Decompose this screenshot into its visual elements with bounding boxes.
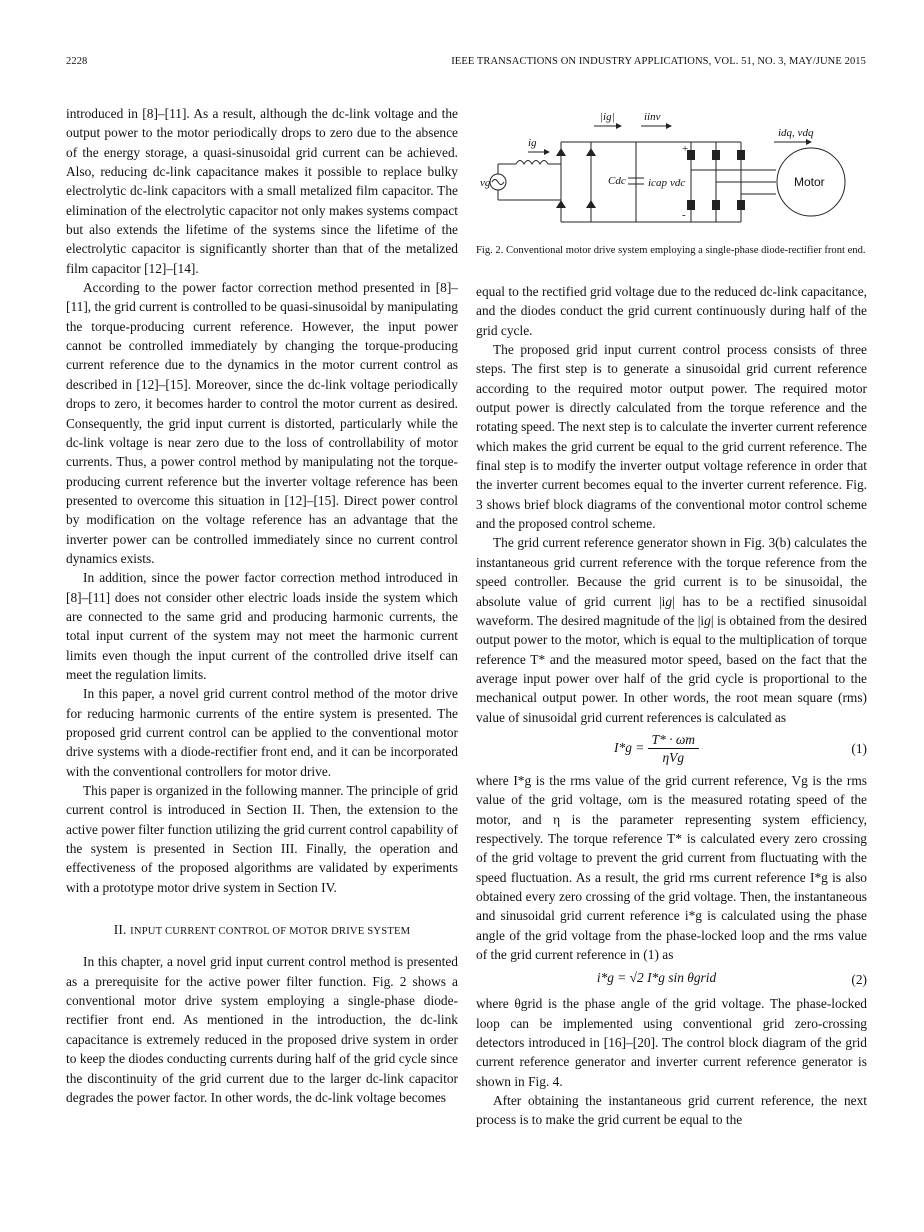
inductor-symbol [516,161,548,165]
arrow-icon [806,139,812,145]
section-heading [66,920,458,941]
switch-icon [712,150,720,160]
eq2-body: i*g = √2 I*g sin θgrid [596,970,717,986]
label-icap: icap [648,177,667,189]
page-number: 2228 [66,56,88,67]
page-header [66,56,866,72]
eq1-fraction [648,731,699,767]
paragraph: where I*g is the rms value of the grid current reference, Vg is the rms value of the grid voltage, ωm is the measured rotating speed of the motor, and η is the parameter representing system efficiency, respectively. The torque reference T* is calculated every zero crossing of the grid voltage to prevent the grid current from fluctuating with the speed fluctuation. As a result, the grid rms current reference I*g is also obtained every zero crossing of the grid voltage. Then, the instantaneous and sinusoidal grid current reference i*g is calculated using the phase angle of the grid voltage from the phase-locked loop and the rms value of the grid current reference in (1) as [476,772,867,962]
figure-2-circuit [476,104,867,254]
eq1-lhs: I*g = [614,739,645,755]
label-cdc: Cdc [608,175,626,187]
arrow-icon [666,123,672,129]
arrow-icon [544,149,550,155]
figure-2-caption: Fig. 2. Conventional motor drive system employing a single-phase diode-rectifier front end. [476,245,866,256]
journal-title: IEEE TRANSACTIONS ON INDUSTRY APPLICATIONS, VOL. 51, NO. 3, MAY/JUNE 2015 [451,56,866,67]
section-number: II. [113,922,127,938]
eq1-denominator: ηVg [662,749,685,765]
label-vdc: vdc [670,177,686,189]
paragraph: introduced in [8]–[11]. As a result, although the dc-link voltage and the output power to the motor periodically drops to zero due to the absence of the energy storage, a quasi-sinusoidal grid current can be achieved. Also, reducing dc-link capacitance makes it possible to replace bulky electrolytic dc-link capacitors with a small metalized film capacitor. The elimination of the electrolytic capacitor not only makes systems compact but also extends the lifetime of the systems since the lifetime of the electrolytic capacitor is significantly shorter than that of the metalized film capacitor [12]–[14]. [66,106,458,276]
eq1-number: (1) [851,740,867,756]
label-plus: + [682,143,689,155]
right-column [476,282,867,1130]
label-vg: vg [480,177,491,189]
diode-icon [556,200,566,208]
circuit-diagram [476,104,867,254]
paragraph: In this chapter, a novel grid input current control method is presented as a prerequisite for the active power filter function. Fig. 2 shows a conventional motor drive system employing a single-phase diode-rectifier front end. As mentioned in the introduction, the dc-link capacitance is extremely reduced in the proposed drive system in order to keep the diodes conducting currents during half of the grid cycle since the discontinuity of the grid current due to the larger dc-link capacitor degrades the power factor. In other words, the dc-link voltage becomes [66,954,458,1105]
eq2-number: (2) [851,972,867,988]
paragraph: In addition, since the power factor correction method introduced in [8]–[11] does not consider other electric loads inside the system which are connected to the same grid and producing harmonic currents, the total input current of the system may not meet the harmonic current limits even though the input current of the controlled drive itself can meet the regulation limits. [66,570,458,682]
label-ig: ig [528,137,537,149]
arrow-icon [616,123,622,129]
diode-icon [586,200,596,208]
label-motor: Motor [794,175,825,189]
switch-icon [712,200,720,210]
switch-icon [737,150,745,160]
label-minus: - [682,209,686,221]
paragraph: where θgrid is the phase angle of the grid voltage. The phase-locked loop can be implemented using conventional grid zero-crossing detectors introduced in [16]–[20]. The control block diagram of the grid current reference generator and inverter current reference generator is shown in Fig. 4. [476,996,867,1089]
ac-wave-icon [492,180,504,185]
paragraph: After obtaining the instantaneous grid current reference, the next process is to make the grid current be equal to the [476,1093,867,1128]
paragraph: equal to the rectified grid voltage due to the reduced dc-link capacitance, and the diodes conduct the grid current continuously during half of the grid cycle. [476,284,867,338]
equation-2 [476,964,867,994]
equation-1 [476,727,867,771]
paragraph: The grid current reference generator shown in Fig. 3(b) calculates the instantaneous grid current reference with the torque reference from the speed controller. Because the grid current is to be sinusoidal, the absolute value of grid current |ig| has to be a rectified sinusoidal waveform. The desired magnitude of the |ig| is obtained from the desired output power to the motor, which is equal to the multiplication of torque reference T* and the measured motor speed, based on the fact that the average input power over half of the grid cycle is proportional to the mechanical output power. In other words, the root mean square (rms) value of sinusoidal grid current references is calculated as [476,535,867,725]
paragraph: In this paper, a novel grid current control method of the motor drive for reducing harmonic currents of the entire system is presented. The proposed grid current control can be applied to the conventional motor drive systems with a diode-rectifier front end, and it can be incorporated with the conventional controllers for motor drive. [66,686,458,779]
paragraph: According to the power factor correction method presented in [8]–[11], the grid current is controlled to be quasi-sinusoidal by manipulating the torque-producing current reference. However, the input power cannot be controlled immediately by changing the torque-producing current reference due to the dynamics in the motor current control as described in [12]–[15]. Moreover, since the dc-link voltage periodically drops to zero, it becomes harder to control the motor current as desired. Consequently, the grid input current is distorted, particularly while the dc-link voltage is near zero due to the loss of controllability of motor currents. Thus, a power control method by manipulating not the torque-producing current reference but the inverter voltage reference has been presented to overcome this situation in [12]–[15]. Direct power control by modification on the voltage reference has an advantage that the inverter power can be controlled immediately since no current control dynamics exists. [66,280,458,566]
label-idq: idq, vdq [778,127,814,139]
label-iinv: iinv [644,111,661,123]
paragraph: This paper is organized in the following manner. The principle of grid current control is introduced in Section II. Then, the extension to the active power filter function utilizing the grid current control capability of the system is presented in Section III. Finally, the operation and effectiveness of the proposed algorithms are validated by experiments with a prototype motor drive system in Section IV. [66,783,458,895]
paragraph: The proposed grid input current control process consists of three steps. The first step is to generate a sinusoidal grid current reference according to the required motor output power. The required motor output power is directly calculated from the torque reference and the rotating speed. The next step is to calculate the inverter current reference which makes the grid current be equal to the grid current reference. The final step is to modify the inverter output voltage reference in order that the inverter current becomes equal to the inverter current reference. Fig. 3 shows brief block diagrams of the conventional motor control scheme and the proposed control scheme. [476,342,867,532]
diode-icon [586,148,596,156]
section-title: INPUT CURRENT CONTROL OF MOTOR DRIVE SYSTEM [130,926,411,938]
eq1-numerator: T* · ωm [648,731,699,749]
switch-icon [737,200,745,210]
switch-icon [687,200,695,210]
label-ig-abs: |ig| [600,111,615,123]
diode-icon [556,148,566,156]
left-column [66,104,458,1107]
